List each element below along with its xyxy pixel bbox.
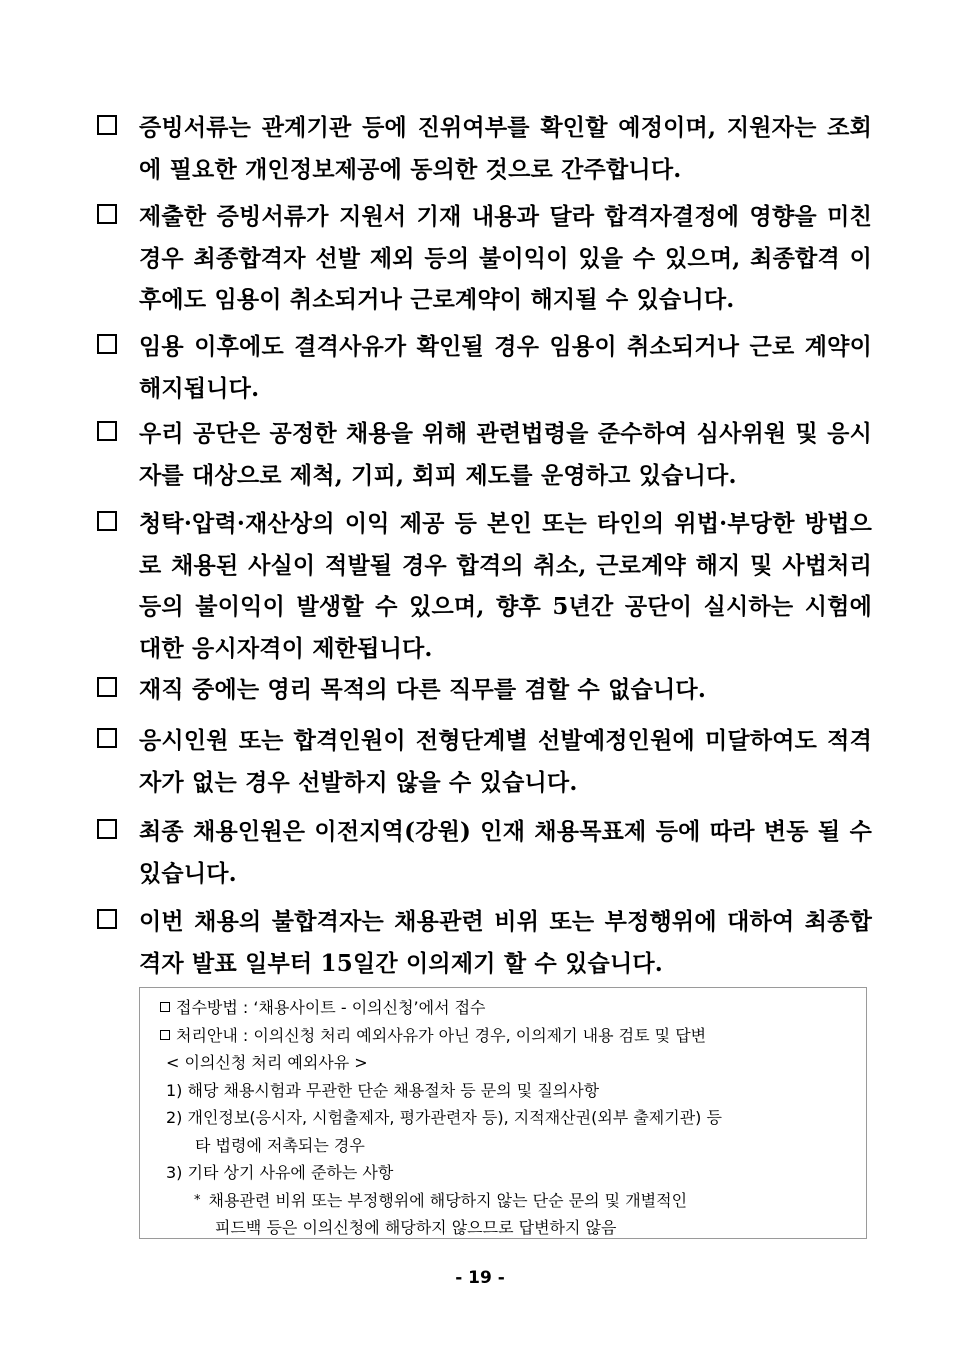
- notice-item-text: 최종 채용인원은 이전지역(강원) 인재 채용목표제 등에 따라 변동 될 수 있습니다.: [139, 818, 872, 887]
- checkbox-icon: [97, 728, 117, 748]
- exception-2: 2) 개인정보(응시자, 시험출제자, 평가관련자 등), 지적재산권(외부 출제기관) 등: [166, 1108, 722, 1127]
- notice-item-text: 재직 중에는 영리 목적의 다른 직무를 겸할 수 없습니다.: [139, 676, 707, 703]
- exceptions-title: < 이의신청 처리 예외사유 >: [166, 1053, 368, 1072]
- notice-item-3: [97, 326, 872, 409]
- notice-item-6: [97, 669, 872, 711]
- exception-3: 3) 기타 상기 사유에 준하는 사항: [166, 1163, 394, 1182]
- notice-item-text: 우리 공단은 공정한 채용을 위해 관련법령을 준수하여 심사위원 및 응시자를 대상으로 제척, 기피, 회피 제도를 운영하고 있습니다.: [139, 420, 872, 489]
- notice-item-5: [97, 503, 872, 669]
- notice-item-2: [97, 196, 872, 321]
- notice-item-8: [97, 811, 872, 894]
- notice-item-1: [97, 107, 872, 190]
- checkbox-icon: [97, 204, 117, 224]
- notice-item-text: 제출한 증빙서류가 지원서 기재 내용과 달라 합격자결정에 영향을 미친 경우 최종합격자 선발 제외 등의 불이익이 있을 수 있으며, 최종합격 이후에도 임용이 취소되거나 근로계약이 해지될 수 있습니다.: [139, 203, 872, 313]
- checkbox-icon: [97, 511, 117, 531]
- asterisk-icon: *: [194, 1192, 201, 1208]
- notice-item-7: [97, 720, 872, 803]
- page-number: - 19 -: [455, 1268, 505, 1288]
- checkbox-icon: [97, 115, 117, 135]
- square-bullet-icon: [160, 1030, 170, 1040]
- note-line: * 채용관련 비위 또는 부정행위에 해당하지 않는 단순 문의 및 개별적인: [194, 1190, 688, 1210]
- checkbox-icon: [97, 677, 117, 697]
- checkbox-icon: [97, 909, 117, 929]
- exception-2-continued: 타 법령에 저촉되는 경우: [195, 1135, 365, 1155]
- method-line: 접수방법 : ‘채용사이트 - 이의신청’에서 접수: [152, 994, 856, 1022]
- checkbox-icon: [97, 421, 117, 441]
- notice-item-4: [97, 413, 872, 496]
- checkbox-icon: [97, 334, 117, 354]
- process-line: 처리안내 : 이의신청 처리 예외사유가 아닌 경우, 이의제기 내용 검토 및 답변: [152, 1022, 856, 1050]
- notice-item-text: 증빙서류는 관계기관 등에 진위여부를 확인할 예정이며, 지원자는 조회에 필요한 개인정보제공에 동의한 것으로 간주합니다.: [139, 114, 872, 183]
- square-bullet-icon: [160, 1002, 170, 1012]
- exception-1: 1) 해당 채용시험과 무관한 단순 채용절차 등 문의 및 질의사항: [166, 1080, 600, 1100]
- notice-item-text: 임용 이후에도 결격사유가 확인될 경우 임용이 취소되거나 근로 계약이 해지됩니다.: [139, 333, 872, 402]
- notice-item-9: [97, 901, 872, 984]
- note-line-continued: 피드백 등은 이의신청에 해당하지 않으므로 답변하지 않음: [215, 1218, 617, 1237]
- notice-item-text: 응시인원 또는 합격인원이 전형단계별 선발예정인원에 미달하여도 적격자가 없는 경우 선발하지 않을 수 있습니다.: [139, 727, 872, 796]
- checkbox-icon: [97, 819, 117, 839]
- notice-item-text: 이번 채용의 불합격자는 채용관련 비위 또는 부정행위에 대하여 최종합격자 발표 일부터 15일간 이의제기 할 수 있습니다.: [139, 908, 872, 977]
- objection-info-box: [139, 987, 867, 1239]
- notice-item-text: 청탁·압력·재산상의 이익 제공 등 본인 또는 타인의 위법·부당한 방법으로 채용된 사실이 적발될 경우 합격의 취소, 근로계약 해지 및 사법처리 등의 불이익이 발생할 수 있으며, 향후 5년간 공단이 실시하는 시험에 대한 응시자격이 제한됩니다.: [139, 510, 872, 662]
